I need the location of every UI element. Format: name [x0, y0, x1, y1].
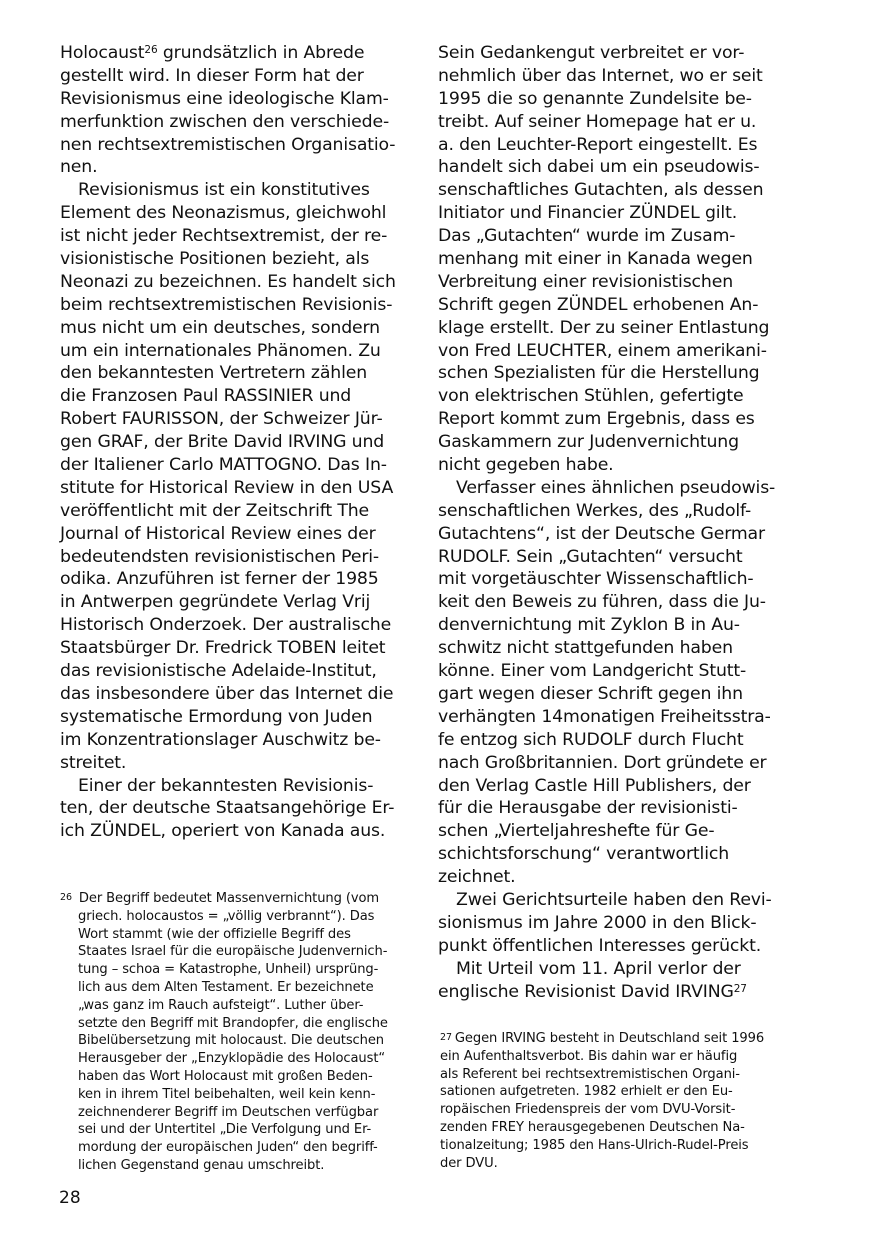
footnote-line: ropäischen Friedenspreis der vom DVU-Vorsit- — [440, 1102, 736, 1118]
text-line: merfunktion zwischen den verschiede- — [60, 111, 390, 132]
text-fragment: Gegen IRVING besteht in Deutschland seit 1996 — [454, 1031, 765, 1046]
text-fragment: grundsätzlich in Abrede — [157, 43, 365, 63]
text-line: treibt. Auf seiner Homepage hat er u. — [438, 111, 757, 132]
text-line: nehmlich über das Internet, wo er seit — [438, 65, 763, 86]
text-line: senschaftlichen Werkes, des „Rudolf- — [438, 500, 752, 521]
right-column — [438, 42, 783, 1003]
text-line: Element des Neonazismus, gleichwohl — [60, 203, 387, 224]
text-line: das insbesondere über das Internet die — [60, 683, 394, 704]
footnote-ref-27: 27 — [733, 982, 747, 995]
text-line: gestellt wird. In dieser Form hat der — [60, 65, 364, 86]
text-line: Verfasser eines ähnlichen pseudowis- — [456, 477, 776, 498]
text-line: schen Spezialisten für die Herstellung — [438, 363, 760, 384]
footnote-line: tung – schoa = Katastrophe, Unheil) ursprüng- — [78, 962, 379, 978]
footnote-line: zeichnenderer Begriff im Deutschen verfügbar — [78, 1104, 379, 1120]
text-line: nicht gegeben habe. — [438, 455, 614, 476]
text-line: Zwei Gerichtsurteile haben den Revi- — [456, 889, 772, 910]
text-line: fe entzog sich RUDOLF durch Flucht — [438, 729, 744, 750]
text-line: klage erstellt. Der zu seiner Entlastung — [438, 317, 770, 338]
text-line: Einer der bekanntesten Revisionis- — [78, 775, 374, 796]
text-line: Historisch Onderzoek. Der australische — [60, 615, 392, 636]
text-line: den Verlag Castle Hill Publishers, der — [438, 775, 751, 796]
text-line: schwitz nicht stattgefunden haben — [438, 638, 733, 659]
footnote-line: Bibelübersetzung mit holocaust. Die deutschen — [78, 1033, 384, 1049]
text-line: nen rechtsextremistischen Organisatio- — [60, 134, 396, 155]
text-line: Staatsbürger Dr. Fredrick TOBEN leitet — [60, 638, 386, 659]
text-line: zeichnet. — [438, 867, 516, 888]
text-line: Revisionismus ist ein konstitutives — [78, 180, 370, 201]
text-line: senschaftliches Gutachten, als dessen — [438, 180, 764, 201]
text-line: bedeutendsten revisionistischen Peri- — [60, 546, 380, 567]
text-line: Schrift gegen ZÜNDEL erhobenen An- — [438, 294, 759, 315]
text-line: in Antwerpen gegründete Verlag Vrij — [60, 592, 371, 613]
footnote-line: sationen aufgetreten. 1982 erhielt er den Eu- — [440, 1084, 733, 1100]
footnote-line: haben das Wort Holocaust mit großen Beden- — [78, 1068, 373, 1084]
text-line: schen „Vierteljahreshefte für Ge- — [438, 821, 715, 842]
text-line: streitet. — [60, 752, 127, 773]
footnote-line: sei und der Untertitel „Die Verfolgung und Er- — [78, 1122, 372, 1138]
footnote-line: lichen Gegenstand genau umschreibt. — [78, 1157, 325, 1173]
footnote-line: ein Aufenthaltsverbot. Bis dahin war er häufig — [440, 1048, 738, 1064]
text-line: nach Großbritannien. Dort gründete er — [438, 752, 767, 773]
footnote-line: ken in ihrem Titel beibehalten, weil kein kenn- — [78, 1086, 376, 1102]
footnote-line: setzte den Begriff mit Brandopfer, die englische — [78, 1015, 388, 1031]
text-line: beim rechtsextremistischen Revisionis- — [60, 294, 393, 315]
text-line: denvernichtung mit Zyklon B in Au- — [438, 615, 740, 636]
text-line: könne. Einer vom Landgericht Stutt- — [438, 661, 747, 682]
text-line: im Konzentrationslager Auschwitz be- — [60, 729, 381, 750]
text-line: gart wegen dieser Schrift gegen ihn — [438, 683, 743, 704]
text-line: Verbreitung einer revisionistischen — [438, 271, 733, 292]
text-line: Mit Urteil vom 11. April verlor der — [456, 958, 741, 979]
text-line: handelt sich dabei um ein pseudowis- — [438, 157, 760, 178]
footnote-line: als Referent bei rechtsextremistischen Organi- — [440, 1066, 740, 1082]
footnote-line: zenden FREY herausgegebenen Deutschen Na- — [440, 1119, 745, 1135]
text-line: systematische Ermordung von Juden — [60, 706, 373, 727]
footnote-line: mordung der europäischen Juden“ den begriff- — [78, 1140, 378, 1156]
text-line: Initiator und Financier ZÜNDEL gilt. — [438, 203, 738, 224]
text-line: veröffentlicht mit der Zeitschrift The — [60, 500, 370, 521]
text-fragment: Holocaust — [60, 43, 145, 63]
footnote-line — [60, 890, 405, 908]
footnote-26 — [60, 890, 405, 1175]
text-line: Das „Gutachten“ wurde im Zusam- — [438, 226, 736, 247]
text-fragment: englische Revisionist David IRVING — [438, 981, 734, 1002]
footnote-line: Wort stammt (wie der offizielle Begriff des — [78, 926, 351, 942]
text-line: das revisionistische Adelaide-Institut, — [60, 661, 377, 682]
footnote-ref-26: 26 — [144, 44, 158, 56]
text-line — [438, 981, 783, 1004]
page-number: 28 — [59, 1188, 81, 1208]
text-line: visionistische Positionen bezieht, als — [60, 249, 370, 270]
text-line: verhängten 14monatigen Freiheitsstra- — [438, 706, 771, 727]
text-line: Journal of Historical Review eines der — [60, 523, 376, 544]
text-line: 1995 die so genannte Zundelsite be- — [438, 88, 752, 109]
footnote-line: Staates Israel für die europäische Judenvernich- — [78, 944, 388, 960]
left-column — [60, 42, 405, 843]
text-line — [60, 42, 405, 65]
footnote-line: griech. holocaustos = „völlig verbrannt“). Das — [78, 908, 375, 924]
footnote-number: 27 — [440, 1032, 452, 1043]
text-line: Gaskammern zur Judenvernichtung — [438, 432, 739, 453]
text-line: keit den Beweis zu führen, dass die Ju- — [438, 592, 766, 613]
text-line: die Franzosen Paul RASSINIER und — [60, 386, 352, 407]
text-line: von elektrischen Stühlen, gefertigte — [438, 386, 744, 407]
text-line: von Fred LEUCHTER, einem amerikani- — [438, 340, 767, 361]
footnote-line — [440, 1030, 785, 1048]
text-line: schichtsforschung“ verantwortlich — [438, 844, 730, 865]
footnote-number: 26 — [60, 892, 72, 903]
text-line: ist nicht jeder Rechtsextremist, der re- — [60, 226, 388, 247]
text-fragment: Der Begriff bedeutet Massenvernichtung (vom — [78, 891, 380, 906]
footnote-line: der DVU. — [440, 1155, 498, 1171]
text-line: odika. Anzuführen ist ferner der 1985 — [60, 569, 379, 590]
text-line: Gutachtens“, ist der Deutsche Germar — [438, 523, 765, 544]
text-line: mus nicht um ein deutsches, sondern — [60, 317, 380, 338]
text-line: für die Herausgabe der revisionisti- — [438, 798, 738, 819]
text-line: ten, der deutsche Staatsangehörige Er- — [60, 798, 395, 819]
text-line: gen GRAF, der Brite David IRVING und — [60, 432, 385, 453]
text-line: Neonazi zu bezeichnen. Es handelt sich — [60, 271, 396, 292]
text-line: punkt öffentlichen Interesses gerückt. — [438, 935, 762, 956]
text-line: Report kommt zum Ergebnis, dass es — [438, 409, 755, 430]
text-line: RUDOLF. Sein „Gutachten“ versucht — [438, 546, 743, 567]
text-line: nen. — [60, 157, 98, 178]
footnote-line: „was ganz im Rauch aufsteigt“. Luther über- — [78, 997, 364, 1013]
text-line: den bekanntesten Vertretern zählen — [60, 363, 368, 384]
text-line: Robert FAURISSON, der Schweizer Jür- — [60, 409, 383, 430]
footnote-27 — [440, 1030, 785, 1172]
text-line: stitute for Historical Review in den USA — [60, 477, 394, 498]
text-line: sionismus im Jahre 2000 in den Blick- — [438, 912, 757, 933]
text-line: Sein Gedankengut verbreitet er vor- — [438, 43, 745, 63]
footnote-line: tionalzeitung; 1985 den Hans-Ulrich-Rudel-Preis — [440, 1137, 749, 1153]
footnote-line: Herausgeber der „Enzyklopädie des Holocaust“ — [78, 1051, 386, 1067]
text-line: der Italiener Carlo MATTOGNO. Das In- — [60, 455, 387, 476]
text-line: Revisionismus eine ideologische Klam- — [60, 88, 389, 109]
text-line: mit vorgetäuschter Wissenschaftlich- — [438, 569, 754, 590]
text-line: menhang mit einer in Kanada wegen — [438, 249, 753, 270]
text-line: ich ZÜNDEL, operiert von Kanada aus. — [60, 821, 386, 842]
text-line: um ein internationales Phänomen. Zu — [60, 340, 381, 361]
footnote-line: lich aus dem Alten Testament. Er bezeichnete — [78, 979, 374, 995]
text-line: a. den Leuchter-Report eingestellt. Es — [438, 134, 758, 155]
